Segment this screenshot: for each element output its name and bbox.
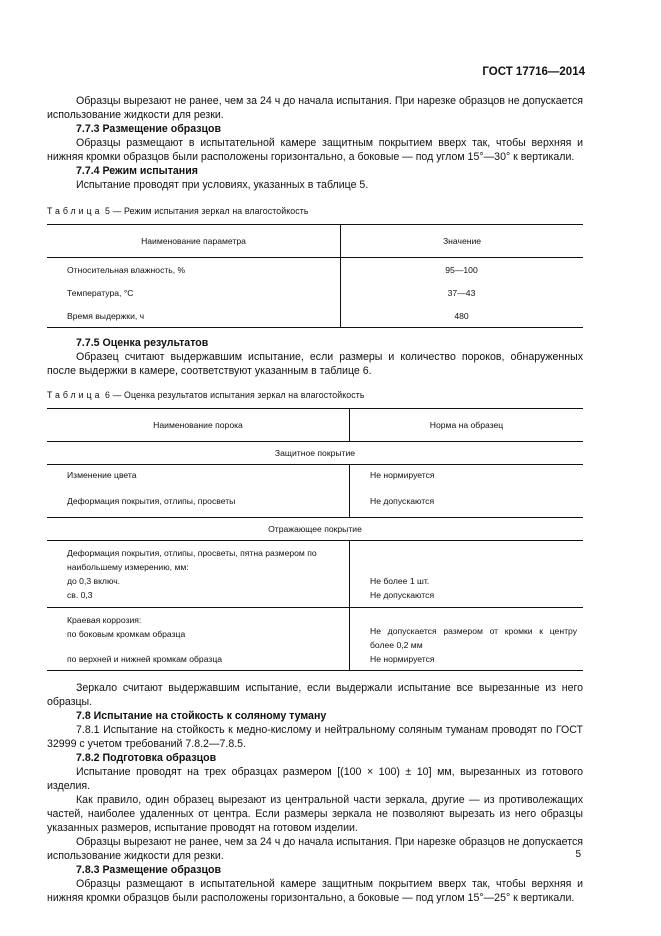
paragraph-7-8-1: 7.8.1 Испытание на стойкость к медно-кислому и нейтральному соляным туманам проводят по ГОСТ 32999 с учетом требований 7.8.2—7.8.5. — [47, 724, 583, 750]
paragraph-cutting: Образцы вырезают не ранее, чем за 24 ч до начала испытания. При нарезке образцов не допускается использование жидкости для резки. — [47, 95, 583, 121]
table6-cell-norm: Не допускаются — [370, 496, 435, 506]
table6-cell-norm: Не допускается размером от кромки к центру более 0,2 мм Не нормируется — [370, 626, 577, 664]
paragraph-7-8-2-b: Как правило, один образец вырезают из центральной части зеркала, другие — из противолежащих частей, наиболее удаленных от центра. Если размеры зеркала не позволяют вырезать из него образцы указанных размеров, испытание проводят на готовом изделии. — [47, 794, 583, 834]
table6-cell-norm: Не нормируется — [370, 470, 435, 480]
heading-7-7-3: 7.7.3 Размещение образцов — [76, 123, 222, 135]
table-row — [47, 465, 583, 492]
table-row — [47, 541, 583, 608]
table6-band-reflective: Отражающее покрытие — [47, 518, 583, 541]
paragraph-mode: Испытание проводят при условиях, указанных в таблице 5. — [76, 179, 369, 191]
table5-header-value: Значение — [341, 225, 584, 258]
table6-caption: Таблица 6 — Оценка результатов испытания зеркал на влагостойкость — [47, 390, 365, 400]
table5-header-parameter: Наименование параметра — [47, 225, 341, 258]
table6-cell-name: Деформация покрытия, отлипы, просветы, пятна размером по наибольшему измерению, мм: до 0,3 включ. св. 0,3 — [47, 541, 350, 608]
table-row — [47, 304, 583, 328]
table5 — [47, 224, 583, 328]
table5-cell-name: Температура, °С — [67, 287, 134, 298]
table6-cell-name: Краевая коррозия: по боковым кромкам образца по верхней и нижней кромкам образца — [47, 608, 350, 671]
paragraph-7-8-2-a: Испытание проводят на трех образцах размером [(100 × 100) ± 10] мм, вырезанных из готового изделия. — [47, 766, 583, 792]
table6-cell-name: Изменение цвета — [47, 465, 350, 492]
paragraph-evaluation: Образец считают выдержавшим испытание, если размеры и количество пороков, обнаруженных после выдержки в камере, соответствуют указанным в таблице 6. — [47, 351, 583, 377]
table6-header-defect: Наименование порока — [47, 409, 350, 442]
document-body — [47, 94, 583, 905]
table6-cell-name: Деформация покрытия, отлипы, просветы — [47, 491, 350, 518]
heading-7-8-3: 7.8.3 Размещение образцов — [76, 864, 222, 876]
paragraph-placement: Образцы размещают в испытательной камере защитным покрытием вверх так, чтобы верхняя и нижняя кромки образцов были расположены горизонтально, а боковые — под углом 15°—30° к вертикали. — [47, 137, 583, 163]
table6-header-norm: Норма на образец — [350, 409, 584, 442]
doc-number-header: ГОСТ 17716—2014 — [482, 66, 585, 78]
table6-cell-norm: Не более 1 шт. Не допускаются — [370, 576, 435, 600]
table5-cell-value: 95—100 — [341, 258, 584, 282]
heading-7-7-4: 7.7.4 Режим испытания — [76, 165, 198, 177]
table6-band-protective: Защитное покрытие — [47, 442, 583, 465]
paragraph-cutting-2: Образцы вырезают не ранее, чем за 24 ч до начала испытания. При нарезке образцов не допускается использование жидкости для резки. — [47, 836, 583, 862]
table5-cell-name: Время выдержки, ч — [47, 304, 341, 328]
table6 — [47, 408, 583, 671]
heading-7-7-5: 7.7.5 Оценка результатов — [76, 337, 209, 349]
heading-7-8-2: 7.8.2 Подготовка образцов — [76, 752, 217, 764]
paragraph-placement-2: Образцы размещают в испытательной камере защитным покрытием вверх так, чтобы верхняя и нижняя кромки образцов были расположены горизонтально, а боковые — под углом 15°—25° к вертикали. — [47, 878, 583, 904]
table5-caption: Таблица 5 — Режим испытания зеркал на влагостойкость — [47, 206, 309, 216]
table5-cell-value: 37—43 — [341, 281, 584, 304]
paragraph-mirror-result: Зеркало считают выдержавшим испытание, если выдержали испытание все вырезанные из него образцы. — [47, 682, 583, 708]
table-row — [47, 491, 583, 518]
heading-7-8: 7.8 Испытание на стойкость к соляному туману — [76, 710, 327, 722]
table5-cell-name: Относительная влажность, % — [67, 264, 186, 275]
table-row — [47, 281, 583, 304]
table-row — [47, 258, 583, 282]
table-row — [47, 608, 583, 671]
page-number: 5 — [575, 849, 581, 860]
table5-cell-value: 480 — [341, 304, 584, 328]
